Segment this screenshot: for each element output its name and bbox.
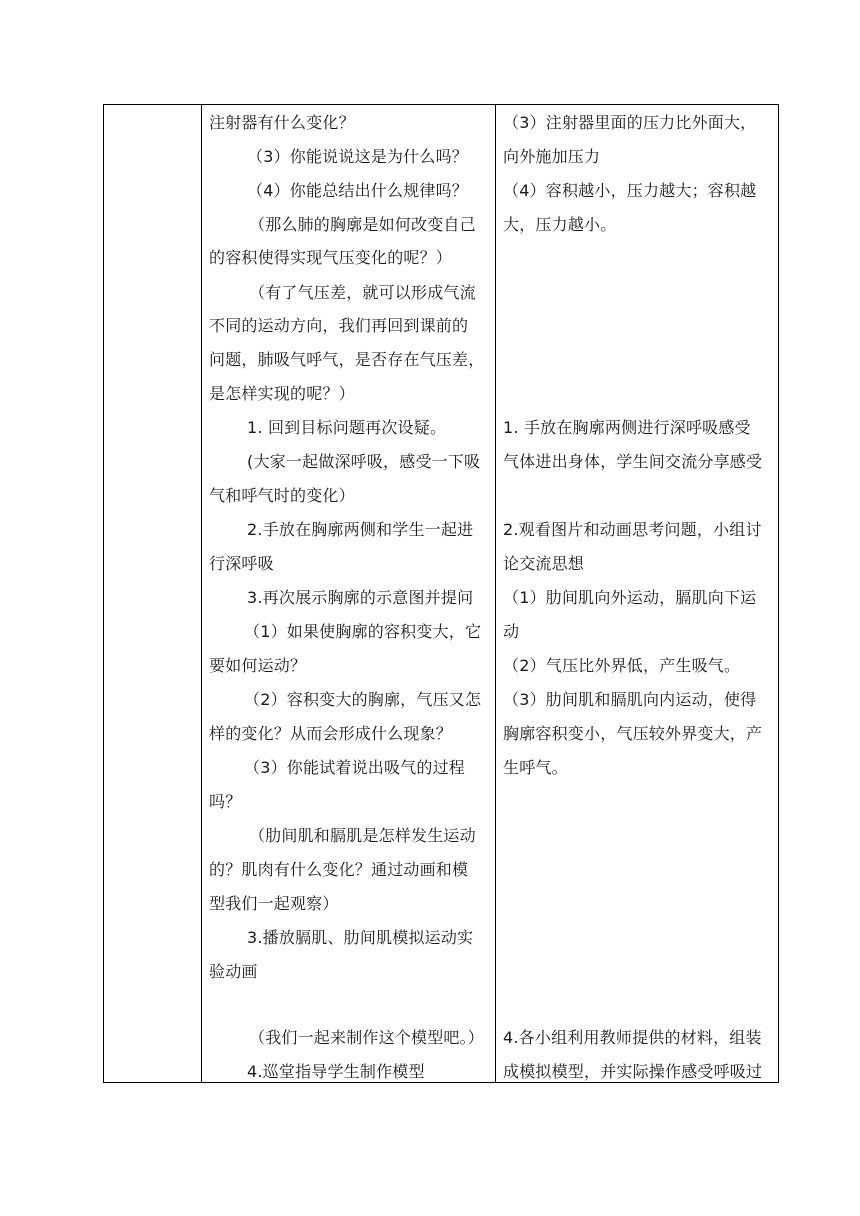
text-line: 样的变化？从而会形成什么现象？: [209, 724, 453, 743]
column-divider-1: [201, 105, 202, 1082]
text-line: 成模拟模型，并实际操作感受呼吸过: [503, 1062, 763, 1081]
text-line: （3）肋间肌和膈肌向内运动，使得: [503, 690, 757, 709]
column-divider-2: [495, 105, 496, 1082]
text-line: 的？肌肉有什么变化？通过动画和模: [209, 860, 469, 879]
text-line: （1）如果使胸廓的容积变大，它: [244, 622, 482, 641]
lesson-table: [103, 104, 779, 1083]
text-line: （3）你能试着说出吸气的过程: [244, 758, 465, 777]
text-line: 验动画: [209, 962, 258, 981]
text-line: 4.各小组利用教师提供的材料，组装: [503, 1028, 762, 1047]
text-line: （我们一起来制作这个模型吧。）: [249, 1028, 485, 1047]
text-line: 行深呼吸: [209, 554, 274, 573]
text-line: （肋间肌和膈肌是怎样发生运动: [249, 826, 476, 845]
text-line: 2.手放在胸廓两侧和学生一起进: [247, 520, 474, 539]
text-line: 注射器有什么变化？: [209, 113, 355, 132]
text-line: （4）容积越小，压力越大；容积越: [503, 181, 757, 200]
text-line: 吗？: [209, 792, 242, 811]
text-line: 动: [503, 622, 520, 641]
text-line: 向外施加压力: [503, 147, 601, 166]
text-line: 3.再次展示胸廓的示意图并提问: [247, 588, 474, 607]
text-line: 问题，肺吸气呼气，是否存在气压差，: [209, 350, 485, 369]
text-line: 3.播放膈肌、肋间肌模拟运动实: [247, 928, 474, 947]
text-line: （2）气压比外界低，产生吸气。: [503, 656, 741, 675]
text-line: 的容积使得实现气压变化的呢？）: [209, 248, 453, 267]
text-line: 论交流思想: [503, 554, 585, 573]
text-line: （4）你能总结出什么规律吗？: [247, 181, 468, 200]
text-line: 不同的运动方向，我们再回到课前的: [209, 316, 469, 335]
text-line: 是怎样实现的呢？）: [209, 384, 355, 403]
text-line: 气体进出身体，学生间交流分享感受: [503, 452, 763, 471]
text-line: （2）容积变大的胸廓，气压又怎: [244, 690, 482, 709]
text-line: 要如何运动？: [209, 656, 307, 675]
text-line: （3）注射器里面的压力比外面大，: [503, 113, 757, 132]
text-line: 生呼气。: [503, 758, 568, 777]
text-line: （有了气压差，就可以形成气流: [249, 283, 476, 302]
text-line: (大家一起做深呼吸，感受一下吸: [247, 452, 481, 471]
text-line: （3）你能说说这是为什么吗？: [247, 147, 468, 166]
text-line: 1. 手放在胸廓两侧进行深呼吸感受: [503, 418, 751, 437]
text-line: （1）肋间肌向外运动，膈肌向下运: [503, 588, 757, 607]
text-line: 2.观看图片和动画思考问题，小组讨: [503, 520, 762, 539]
text-line: 大，压力越小。: [503, 215, 617, 234]
text-line: 胸廓容积变小，气压较外界变大，产: [503, 724, 763, 743]
text-line: 1. 回到目标问题再次设疑。: [247, 418, 447, 437]
text-line: 4.巡堂指导学生制作模型: [247, 1062, 425, 1081]
text-line: 气和呼气时的变化）: [209, 486, 355, 505]
text-line: 型我们一起观察）: [209, 894, 339, 913]
text-line: （那么肺的胸廓是如何改变自己: [249, 215, 476, 234]
